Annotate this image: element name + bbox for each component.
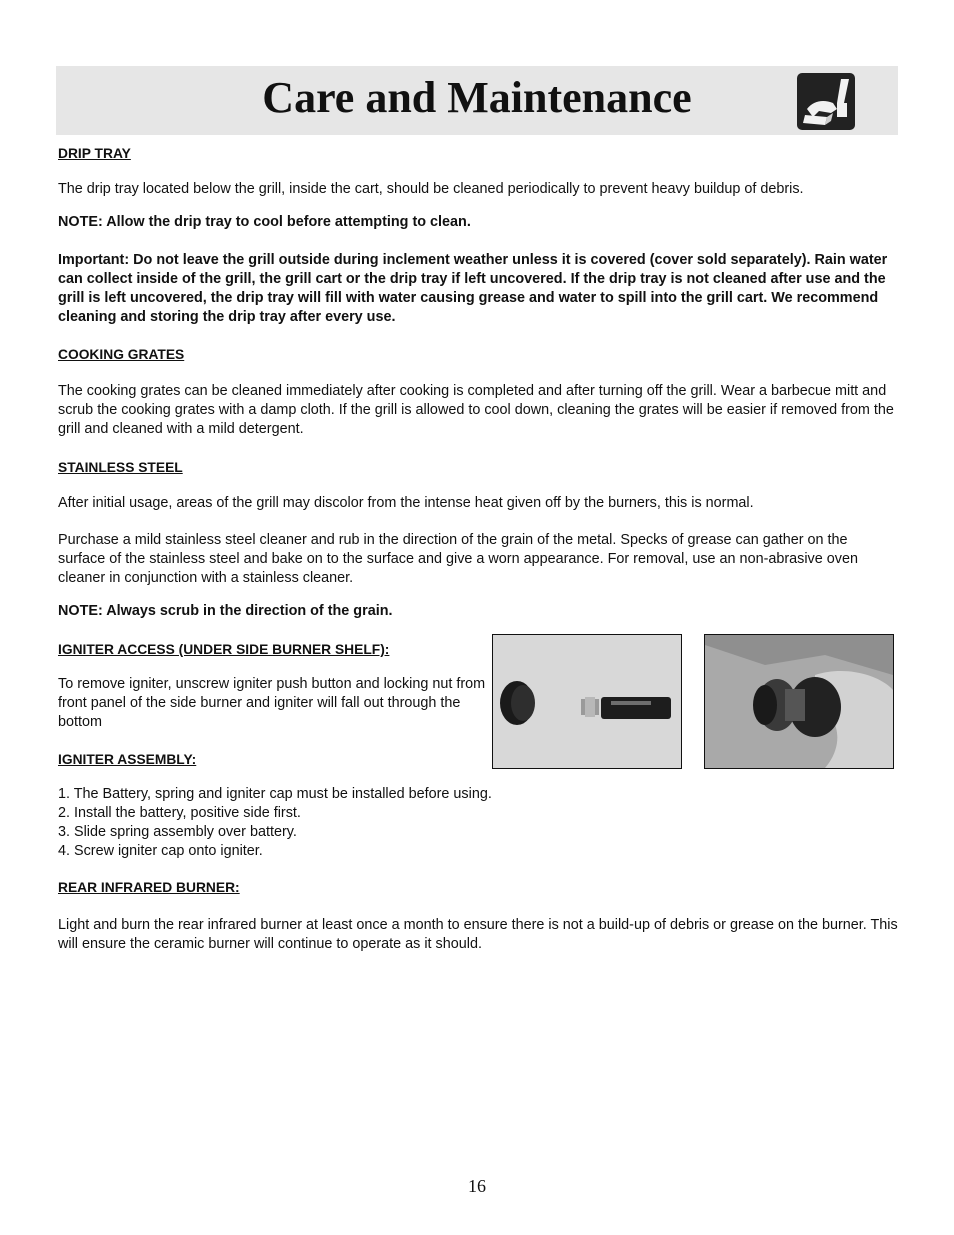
igniter-assembly-heading: IGNITER ASSEMBLY:	[58, 752, 197, 767]
igniter-access-heading: IGNITER ACCESS (UNDER SIDE BURNER SHELF):	[58, 642, 390, 657]
cooking-grates-heading: COOKING GRATES	[58, 347, 185, 362]
list-item: 4. Screw igniter cap onto igniter.	[58, 843, 263, 859]
stainless-steel-note: NOTE: Always scrub in the direction of the grain.	[58, 603, 393, 619]
igniter-access-body: To remove igniter, unscrew igniter push button and locking nut from front panel of the side burner and igniter will fall out through the bottom	[58, 676, 486, 730]
list-item: 2. Install the battery, positive side first.	[58, 805, 301, 821]
title-banner	[56, 66, 898, 135]
drip-tray-important: Important: Do not leave the grill outside during inclement weather unless it is covered (cover sold separately). Rain water can collect inside of the grill, the grill cart or the drip tray if left uncovered. If the drip tray is not cleaned after use and the grill is left uncovered, the drip tray will fill with water causing grease and water to spill into the grill cart. We recommend cleaning and storing the drip tray after every use.	[58, 252, 888, 325]
stainless-steel-heading: STAINLESS STEEL	[58, 460, 183, 475]
rear-infrared-heading: REAR INFRARED BURNER:	[58, 880, 240, 895]
list-item: 3. Slide spring assembly over battery.	[58, 824, 297, 840]
stainless-steel-body-2: Purchase a mild stainless steel cleaner and rub in the direction of the grain of the metal. Specks of grease can gather on the surface of the stainless steel and bake on to the surface and give a worn appearance. For removal, use an non-abrasive oven cleaner in conjunction with a stainless cleaner.	[58, 532, 858, 586]
igniter-parts-photo	[492, 634, 682, 769]
rear-infrared-body: Light and burn the rear infrared burner at least once a month to ensure there is not a build-up of debris or grease on the burner. This will ensure the ceramic burner will continue to operate as it should.	[58, 917, 898, 952]
cooking-grates-body: The cooking grates can be cleaned immediately after cooking is completed and after turning off the grill. Wear a barbecue mitt and scrub the cooking grates with a damp cloth. If the grill is allowed to cool down, cleaning the grates will be easier if removed from the grill and cleaned with a mild detergent.	[58, 383, 894, 437]
hand-cleaning-icon	[797, 73, 855, 130]
drip-tray-body: The drip tray located below the grill, inside the cart, should be cleaned periodically to prevent heavy buildup of debris.	[58, 181, 804, 197]
igniter-install-photo	[704, 634, 894, 769]
page-title: Care and Maintenance	[262, 73, 692, 122]
drip-tray-heading: DRIP TRAY	[58, 146, 131, 161]
stainless-steel-body-1: After initial usage, areas of the grill may discolor from the intense heat given off by the burners, this is normal.	[58, 495, 754, 511]
list-item: 1. The Battery, spring and igniter cap must be installed before using.	[58, 786, 492, 802]
drip-tray-note: NOTE: Allow the drip tray to cool before attempting to clean.	[58, 214, 471, 230]
page-number: 16	[468, 1176, 486, 1196]
igniter-assembly-steps	[58, 785, 898, 861]
